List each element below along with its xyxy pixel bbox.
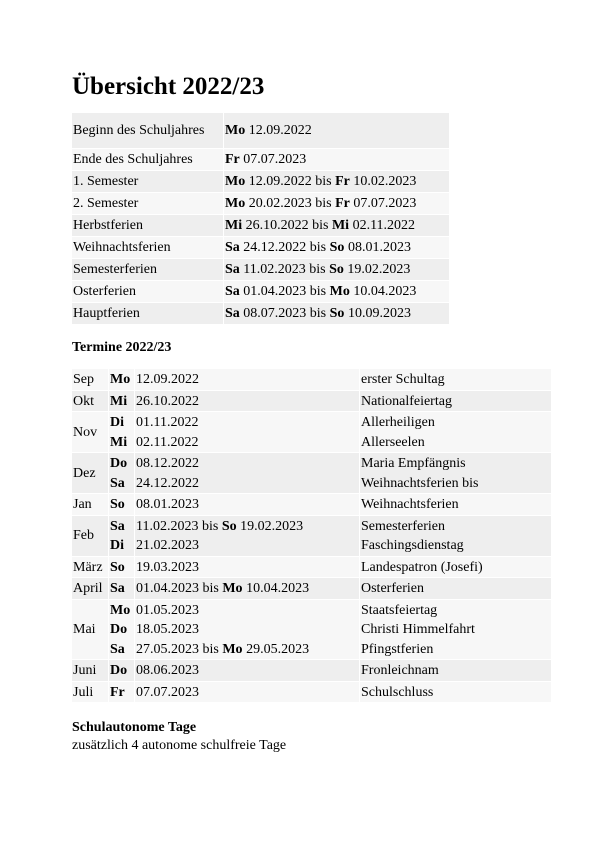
termine-weekday: [109, 682, 134, 703]
event-line: Nationalfeiertag: [361, 393, 452, 409]
termine-month: Juli: [72, 682, 108, 703]
termine-event: [360, 682, 551, 703]
event-line: Osterferien: [361, 581, 424, 596]
termine-weekday: [109, 578, 134, 599]
termine-event: [360, 557, 551, 578]
date-text: 24.12.2022: [136, 475, 199, 491]
weekday: Mi: [331, 218, 350, 233]
date-text: 19.03.2023: [136, 559, 199, 575]
weekday: Sa: [225, 240, 240, 255]
date-text: 26.10.2022 bis: [242, 218, 332, 233]
date-line: [136, 454, 358, 474]
termine-row: [72, 516, 551, 556]
overview-row: [72, 193, 449, 214]
weekday: So: [221, 518, 237, 534]
date-text: 08.12.2022: [136, 456, 199, 471]
event-line: Staatsfeiertag: [361, 602, 438, 618]
event-line: Pfingstferien: [361, 641, 434, 657]
termine-event: [360, 578, 551, 599]
date-line: [136, 640, 358, 660]
date-text: 19.02.2023: [343, 262, 411, 277]
termine-weekday: [109, 369, 134, 390]
termine-table: [71, 368, 552, 703]
weekday: Sa: [110, 518, 125, 534]
overview-row: [72, 171, 449, 192]
date-text: 12.09.2022 bis: [245, 174, 336, 189]
weekday: Sa: [110, 641, 125, 657]
termine-row: [72, 412, 551, 452]
overview-row: [72, 237, 449, 258]
overview-value: [224, 171, 449, 192]
event-line: Maria Empfängnis: [361, 456, 466, 471]
termine-event: [360, 494, 551, 515]
termine-event: [360, 369, 551, 390]
date-line: [136, 661, 358, 681]
date-line: [136, 579, 358, 599]
termine-date: [135, 682, 359, 703]
weekday: Mo: [225, 174, 246, 189]
date-line: [136, 474, 358, 494]
date-text: 10.02.2023: [349, 174, 417, 189]
date-text: 07.07.2023: [349, 196, 417, 211]
date-text: 27.05.2023 bis: [136, 641, 223, 657]
termine-event: [360, 600, 551, 660]
date-text: 19.02.2023: [236, 518, 304, 534]
termine-row: [72, 494, 551, 515]
overview-label: Herbstferien: [72, 215, 223, 236]
overview-value: [224, 113, 449, 148]
overview-value: [224, 303, 449, 324]
date-line: [136, 392, 358, 412]
date-line: [136, 620, 358, 640]
event-line: erster Schultag: [361, 372, 445, 387]
termine-date: [135, 412, 359, 452]
event-line: Allerseelen: [361, 434, 425, 450]
weekday: So: [329, 306, 345, 321]
overview-value: [224, 237, 449, 258]
termine-month: Mai: [72, 600, 108, 660]
date-text: 08.07.2023 bis: [239, 306, 330, 321]
schulautonom-heading: Schulautonome Tage: [72, 720, 197, 735]
weekday: So: [110, 559, 125, 575]
date-text: 20.02.2023 bis: [245, 196, 336, 211]
date-line: [136, 517, 358, 537]
date-text: 08.01.2023: [136, 497, 199, 512]
termine-weekday: [109, 557, 134, 578]
weekday: So: [110, 497, 125, 512]
date-text: 02.11.2022: [349, 218, 416, 233]
termine-row: [72, 391, 551, 412]
date-text: 11.02.2023 bis: [136, 518, 222, 534]
overview-value: [224, 281, 449, 302]
termine-row: [72, 453, 551, 493]
event-line: Weihnachtsferien bis: [361, 475, 479, 491]
overview-label: Ende des Schuljahres: [72, 149, 223, 170]
weekday: Mi: [110, 434, 128, 450]
termine-month: Dez: [72, 453, 108, 493]
overview-value: [224, 149, 449, 170]
weekday: Fr: [225, 152, 240, 167]
termine-month: Juni: [72, 660, 108, 681]
event-line: Schulschluss: [361, 684, 434, 700]
weekday: Sa: [225, 284, 240, 299]
weekday: Sa: [225, 306, 240, 321]
weekday: So: [329, 240, 345, 255]
weekday: Mo: [222, 581, 243, 596]
termine-date: [135, 600, 359, 660]
termine-row: [72, 369, 551, 390]
termine-row: [72, 660, 551, 681]
schulautonom-text: zusätzlich 4 autonome schulfreie Tage: [72, 738, 287, 753]
overview-row: [72, 113, 449, 148]
weekday: Do: [110, 663, 128, 678]
overview-label: Hauptferien: [72, 303, 223, 324]
termine-weekday: [109, 600, 134, 660]
termine-month: Jan: [72, 494, 108, 515]
event-line: Landespatron (Josefi): [361, 559, 483, 575]
termine-date: [135, 660, 359, 681]
event-line: Allerheiligen: [361, 415, 435, 430]
overview-label: Osterferien: [72, 281, 223, 302]
date-line: [136, 601, 358, 621]
termine-event: [360, 516, 551, 556]
date-text: 12.09.2022: [136, 372, 199, 387]
date-text: 01.05.2023: [136, 602, 199, 618]
weekday: Mo: [222, 641, 243, 657]
overview-table: [71, 112, 450, 325]
termine-row: [72, 682, 551, 703]
termine-month: Sep: [72, 369, 108, 390]
date-text: 08.06.2023: [136, 663, 199, 678]
date-text: 18.05.2023: [136, 622, 199, 637]
overview-label: 2. Semester: [72, 193, 223, 214]
weekday: Di: [110, 538, 124, 553]
weekday: Mo: [329, 284, 350, 299]
page-title: Übersicht 2022/23: [72, 73, 265, 100]
termine-month: Okt: [72, 391, 108, 412]
overview-value: [224, 193, 449, 214]
date-line: [136, 558, 358, 578]
event-line: Fronleichnam: [361, 663, 439, 678]
weekday: Fr: [335, 196, 350, 211]
termine-month: Nov: [72, 412, 108, 452]
termine-date: [135, 391, 359, 412]
date-text: 21.02.2023: [136, 538, 199, 553]
termine-event: [360, 412, 551, 452]
termine-row: [72, 557, 551, 578]
weekday: Do: [110, 456, 128, 471]
termine-date: [135, 369, 359, 390]
weekday: Sa: [225, 262, 240, 277]
date-text: 01.04.2023 bis: [136, 581, 223, 596]
weekday: So: [329, 262, 344, 277]
date-line: [136, 536, 358, 556]
date-text: 24.12.2022 bis: [239, 240, 330, 255]
weekday: Mo: [110, 602, 131, 618]
overview-row: [72, 259, 449, 280]
overview-row: [72, 303, 449, 324]
event-line: Faschingsdienstag: [361, 538, 464, 553]
termine-heading: Termine 2022/23: [72, 340, 172, 355]
overview-row: [72, 281, 449, 302]
date-text: 01.11.2022: [136, 415, 199, 430]
event-line: Semesterferien: [361, 518, 445, 534]
event-line: Weihnachtsferien: [361, 497, 459, 512]
date-text: 07.07.2023: [239, 152, 307, 167]
date-line: [136, 413, 358, 433]
termine-event: [360, 391, 551, 412]
date-text: 10.04.2023: [242, 581, 310, 596]
date-line: [136, 683, 358, 703]
date-text: 02.11.2022: [136, 434, 199, 450]
weekday: Di: [110, 415, 124, 430]
termine-weekday: [109, 494, 134, 515]
date-line: [136, 495, 358, 515]
weekday: Fr: [110, 684, 125, 700]
termine-weekday: [109, 516, 134, 556]
date-text: 29.05.2023: [242, 641, 310, 657]
termine-weekday: [109, 453, 134, 493]
date-line: [136, 370, 358, 390]
date-text: 08.01.2023: [344, 240, 411, 255]
termine-month: März: [72, 557, 108, 578]
termine-date: [135, 494, 359, 515]
date-text: 11.02.2023 bis: [239, 262, 330, 277]
overview-value: [224, 215, 449, 236]
overview-label: 1. Semester: [72, 171, 223, 192]
weekday: Mi: [110, 393, 128, 409]
date-text: 26.10.2022: [136, 393, 199, 409]
date-text: 12.09.2022: [245, 123, 312, 138]
overview-label: Weihnachtsferien: [72, 237, 223, 258]
termine-month: April: [72, 578, 108, 599]
overview-label: Semesterferien: [72, 259, 223, 280]
termine-date: [135, 557, 359, 578]
weekday: Mi: [225, 218, 243, 233]
overview-row: [72, 215, 449, 236]
document-page: [72, 66, 552, 755]
termine-row: [72, 600, 551, 660]
termine-date: [135, 578, 359, 599]
weekday: Sa: [110, 581, 125, 596]
termine-date: [135, 453, 359, 493]
date-line: [136, 433, 358, 453]
overview-label: Beginn des Schuljahres: [72, 113, 223, 148]
termine-event: [360, 453, 551, 493]
termine-row: [72, 578, 551, 599]
weekday: Mo: [110, 372, 131, 387]
termine-weekday: [109, 391, 134, 412]
termine-weekday: [109, 660, 134, 681]
date-text: 10.04.2023: [349, 284, 417, 299]
overview-row: [72, 149, 449, 170]
termine-event: [360, 660, 551, 681]
weekday: Sa: [110, 475, 125, 491]
event-line: Christi Himmelfahrt: [361, 622, 475, 637]
date-text: 01.04.2023 bis: [239, 284, 330, 299]
termine-date: [135, 516, 359, 556]
termine-weekday: [109, 412, 134, 452]
date-text: 10.09.2023: [344, 306, 411, 321]
weekday: Mo: [225, 123, 246, 138]
weekday: Do: [110, 622, 128, 637]
weekday: Mo: [225, 196, 246, 211]
overview-value: [224, 259, 449, 280]
weekday: Fr: [335, 174, 350, 189]
termine-month: Feb: [72, 516, 108, 556]
date-text: 07.07.2023: [136, 684, 199, 700]
